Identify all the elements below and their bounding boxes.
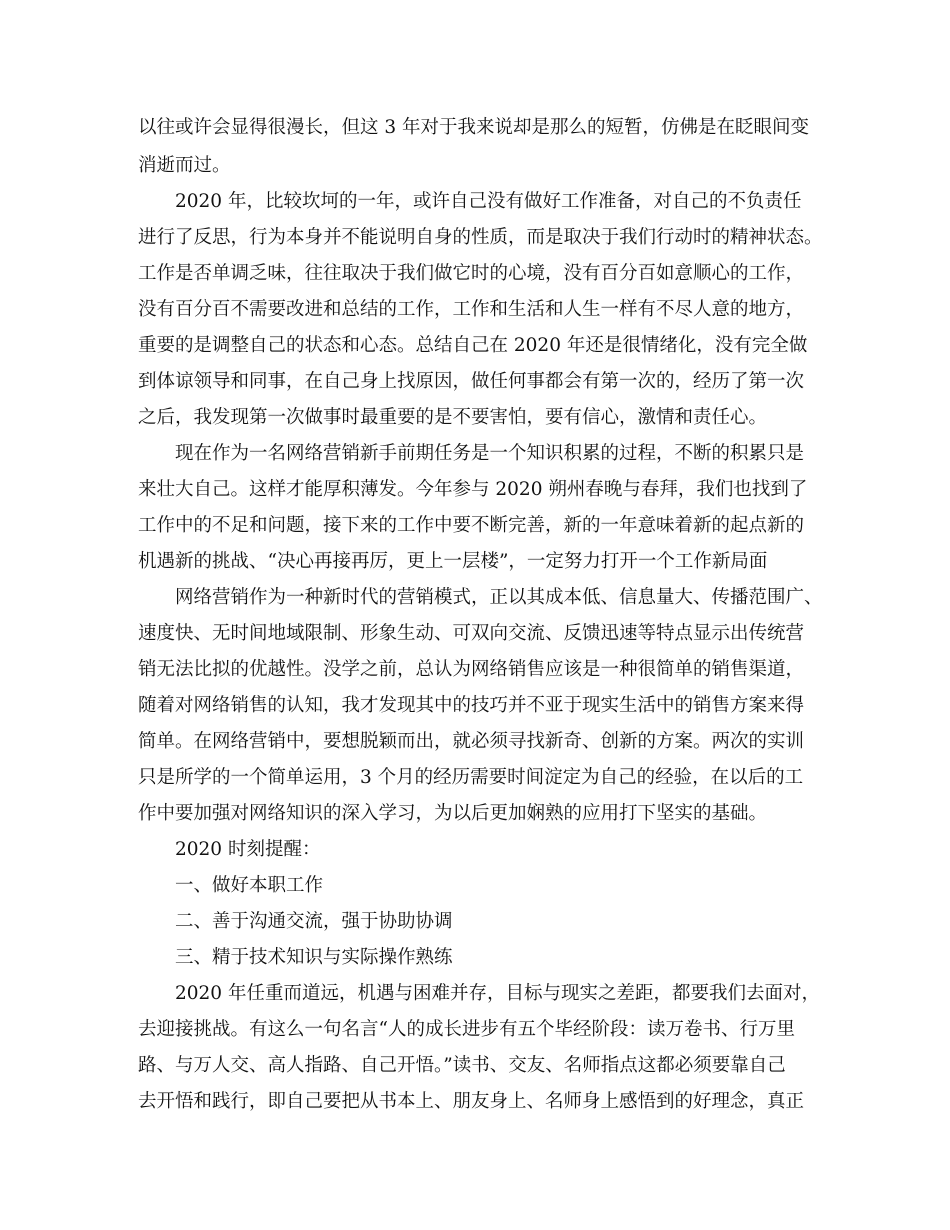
paragraph-start-line: 网络营销作为一种新时代的营销模式，正以其成本低、信息量大、传播范围广、 bbox=[175, 587, 823, 608]
text-line: 进行了反思，行为本身并不能说明自身的性质，而是取决于我们行动时的精神状态。 bbox=[138, 227, 823, 248]
text-line: 随着对网络销售的认知，我才发现其中的技巧并不亚于现实生活中的销售方案来得 bbox=[138, 695, 805, 716]
text-line: 到体谅领导和同事，在自己身上找原因，做任何事都会有第一次的，经历了第一次 bbox=[138, 371, 805, 392]
text-line: 之后，我发现第一次做事时最重要的是不要害怕，要有信心，激情和责任心。 bbox=[138, 407, 768, 428]
list-item: 二、善于沟通交流，强于协助协调 bbox=[175, 911, 453, 932]
paragraph-start-line: 2020 年任重而道远，机遇与困难并存，目标与现实之差距，都要我们去面对， bbox=[175, 983, 820, 1004]
text-line: 重要的是调整自己的状态和心态。总结自己在 2020 年还是很情绪化，没有完全做 bbox=[138, 335, 808, 356]
list-heading: 2020 时刻提醒： bbox=[175, 839, 321, 860]
paragraph-start-line: 现在作为一名网络营销新手前期任务是一个知识积累的过程，不断的积累只是 bbox=[175, 443, 805, 464]
text-line: 作中要加强对网络知识的深入学习，为以后更加娴熟的应用打下坚实的基础。 bbox=[138, 803, 768, 824]
text-line: 工作中的不足和问题，接下来的工作中要不断完善，新的一年意味着新的起点新的 bbox=[138, 515, 805, 536]
paragraph-start-line: 2020 年，比较坎坷的一年，或许自己没有做好工作准备，对自己的不负责任 bbox=[175, 191, 802, 212]
text-line: 工作是否单调乏味，往往取决于我们做它时的心境，没有百分百如意顺心的工作， bbox=[138, 263, 805, 284]
text-line: 去迎接挑战。有这么一句名言“人的成长进步有五个毕经阶段：读万卷书、行万里 bbox=[138, 1019, 795, 1040]
text-line: 以往或许会显得很漫长，但这 3 年对于我来说却是那么的短暂，仿佛是在眨眼间变 bbox=[138, 117, 810, 138]
text-line: 路、与万人交、高人指路、自己开悟。”读书、交友、名师指点这都必须要靠自己 bbox=[138, 1055, 786, 1076]
text-line: 机遇新的挑战、“决心再接再厉，更上一层楼”，一定努力打开一个工作新局面 bbox=[138, 551, 768, 572]
list-item: 三、精于技术知识与实际操作熟练 bbox=[175, 947, 453, 968]
text-line: 消逝而过。 bbox=[138, 155, 231, 176]
list-item: 一、做好本职工作 bbox=[175, 875, 324, 896]
text-line: 速度快、无时间地域限制、形象生动、可双向交流、反馈迅速等特点显示出传统营 bbox=[138, 623, 805, 644]
text-line: 只是所学的一个简单运用，3 个月的经历需要时间淀定为自己的经验，在以后的工 bbox=[138, 767, 804, 788]
text-line: 没有百分百不需要改进和总结的工作，工作和生活和人生一样有不尽人意的地方， bbox=[138, 299, 805, 320]
text-line: 销无法比拟的优越性。没学之前，总认为网络销售应该是一种很简单的销售渠道， bbox=[138, 659, 805, 680]
text-line: 来壮大自己。这样才能厚积薄发。今年参与 2020 朔州春晚与春拜，我们也找到了 bbox=[138, 479, 808, 500]
text-line: 去开悟和践行，即自己要把从书本上、朋友身上、名师身上感悟到的好理念，真正 bbox=[138, 1091, 805, 1112]
text-line: 简单。在网络营销中，要想脱颖而出，就必须寻找新奇、创新的方案。两次的实训 bbox=[138, 731, 805, 752]
